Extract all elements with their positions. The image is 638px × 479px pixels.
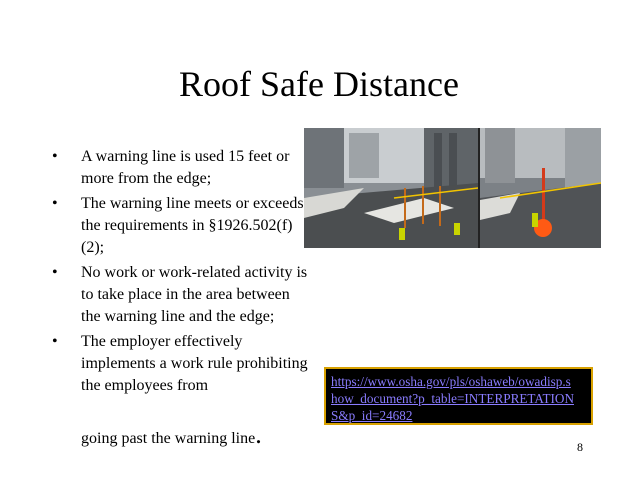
- bullet-marker: •: [52, 264, 58, 281]
- bullet-text: The warning line meets or exceeds the requirements in §1926.502(f)(2);: [81, 195, 304, 256]
- bullet-marker: •: [52, 148, 58, 165]
- bullet-continuation-text: going past the warning line: [81, 430, 256, 447]
- bullet-marker: •: [52, 195, 58, 212]
- bullet-list: [52, 146, 312, 400]
- bullet-marker: •: [52, 333, 58, 350]
- reference-link-line: https://www.osha.gov/pls/oshaweb/owadisp.s: [331, 374, 571, 389]
- bullet-item: [52, 262, 312, 328]
- page-number: 8: [577, 440, 583, 454]
- bullet-text: A warning line is used 15 feet or more from the edge;: [81, 148, 290, 187]
- bullet-continuation: [81, 422, 262, 452]
- bullet-item: [52, 331, 312, 397]
- reference-link[interactable]: [331, 373, 586, 424]
- reference-link-line: S&p_id=24682: [331, 408, 413, 423]
- roof-photo-right: [480, 128, 601, 248]
- reference-link-line: how_document?p_table=INTERPRETATION: [331, 391, 574, 406]
- slide-title: Roof Safe Distance: [179, 64, 459, 104]
- reference-link-box: [324, 367, 593, 425]
- bullet-text: No work or work-related activity is to take place in the area between the warning line and the edge;: [81, 264, 308, 325]
- bullet-continuation-period: .: [255, 420, 262, 449]
- roof-photos: [304, 128, 601, 248]
- roof-photo-left: [304, 128, 478, 248]
- bullet-item: [52, 193, 312, 259]
- bullet-text: The employer effectively implements a work rule prohibiting the employees from: [81, 333, 308, 394]
- bullet-item: [52, 146, 312, 190]
